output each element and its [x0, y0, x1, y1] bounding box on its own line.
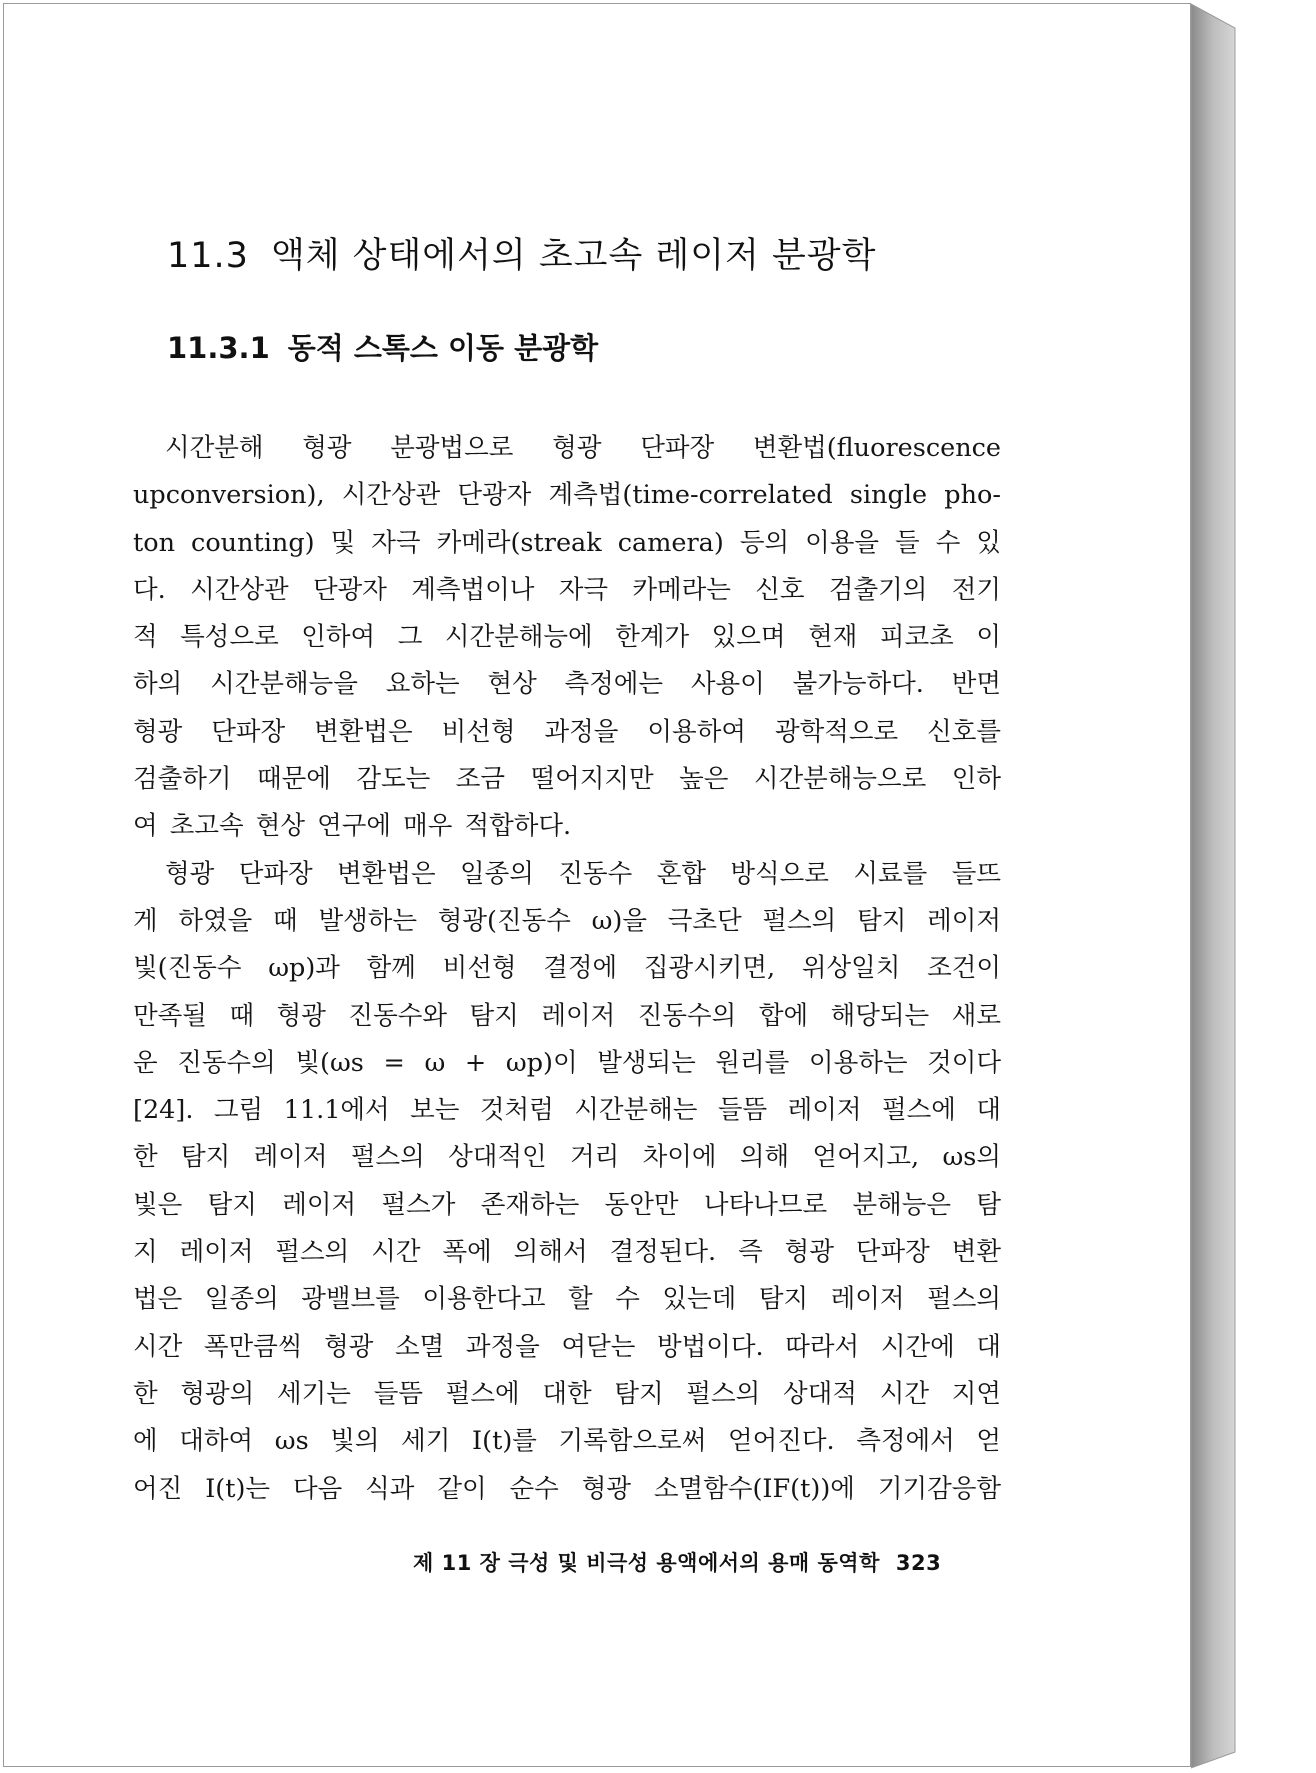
text-line: upconversion), 시간상관 단광자 계측법(time-correlated single pho- [133, 480, 1001, 511]
page-content [133, 200, 1001, 1513]
text-line: 하의 시간분해능을 요하는 현상 측정에는 사용이 불가능하다. 반면 [133, 669, 1001, 700]
text-line: 빛(진동수 ωp)과 함께 비선형 결정에 집광시키면, 위상일치 조건이 [133, 953, 1001, 984]
text-line: 한 탐지 레이저 펄스의 상대적인 거리 차이에 의해 얻어지고, ωs의 [133, 1142, 1001, 1173]
text-line: 여 초고속 현상 연구에 매우 적합하다. [133, 811, 572, 842]
subsection-heading [167, 326, 1001, 367]
subsection-number: 11.3.1 [167, 331, 270, 365]
text-line: 형광 단파장 변환법은 일종의 진동수 혼합 방식으로 시료를 들뜨 [165, 858, 1001, 889]
text-line: [24]. 그림 11.1에서 보는 것처럼 시간분해는 들뜸 레이저 펄스에 대 [133, 1095, 1001, 1126]
text-line: 어진 I(t)는 다음 식과 같이 순수 형광 소멸함수(IF(t))에 기기감응함 [133, 1473, 1001, 1504]
section-title: 액체 상태에서의 초고속 레이저 분광학 [270, 236, 877, 276]
text-line: 형광 단파장 변환법은 비선형 과정을 이용하여 광학적으로 신호를 [133, 716, 1001, 747]
body-text [133, 425, 1001, 1513]
text-line: 게 하였을 때 발생하는 형광(진동수 ω)을 극초단 펄스의 탐지 레이저 [133, 905, 1001, 936]
text-line: 법은 일종의 광밸브를 이용한다고 할 수 있는데 탐지 레이저 펄스의 [133, 1284, 1001, 1315]
text-line: 에 대하여 ωs 빛의 세기 I(t)를 기록함으로써 얻어진다. 측정에서 얻 [133, 1426, 1001, 1457]
text-line: 운 진동수의 빛(ωs = ω + ωp)이 발생되는 원리를 이용하는 것이다 [133, 1047, 1001, 1078]
text-line: 만족될 때 형광 진동수와 탐지 레이저 진동수의 합에 해당되는 새로 [133, 1000, 1001, 1031]
text-line: ton counting) 및 자극 카메라(streak camera) 등의 이용을 들 수 있 [133, 527, 1001, 558]
running-footer-chapter: 제 11 장 극성 및 비극성 용액에서의 용매 동역학 [413, 1551, 880, 1575]
paragraph-1 [133, 425, 1001, 851]
subsection-title: 동적 스톡스 이동 분광학 [287, 331, 599, 365]
text-line: 다. 시간상관 단광자 계측법이나 자극 카메라는 신호 검출기의 전기 [133, 574, 1001, 605]
text-line: 빛은 탐지 레이저 펄스가 존재하는 동안만 나타나므로 분해능은 탐 [133, 1189, 1001, 1220]
section-heading [167, 228, 1001, 278]
text-line: 적 특성으로 인하여 그 시간분해능에 한계가 있으며 현재 피코초 이 [133, 622, 1001, 653]
text-line: 한 형광의 세기는 들뜸 펄스에 대한 탐지 펄스의 상대적 시간 지연 [133, 1378, 1001, 1409]
page-number: 323 [895, 1551, 942, 1575]
text-line: 지 레이저 펄스의 시간 폭에 의해서 결정된다. 즉 형광 단파장 변환 [133, 1237, 1001, 1268]
text-line: 시간 폭만큼씩 형광 소멸 과정을 여닫는 방법이다. 따라서 시간에 대 [133, 1331, 1001, 1362]
text-line: 검출하기 때문에 감도는 조금 떨어지지만 높은 시간분해능으로 인하 [133, 764, 1001, 795]
section-number: 11.3 [167, 236, 249, 276]
text-line: 시간분해 형광 분광법으로 형광 단파장 변환법(fluorescence [165, 433, 1001, 463]
paragraph-2 [133, 851, 1001, 1513]
page-footer [413, 1547, 941, 1577]
book-spine-edge [1191, 0, 1251, 1773]
